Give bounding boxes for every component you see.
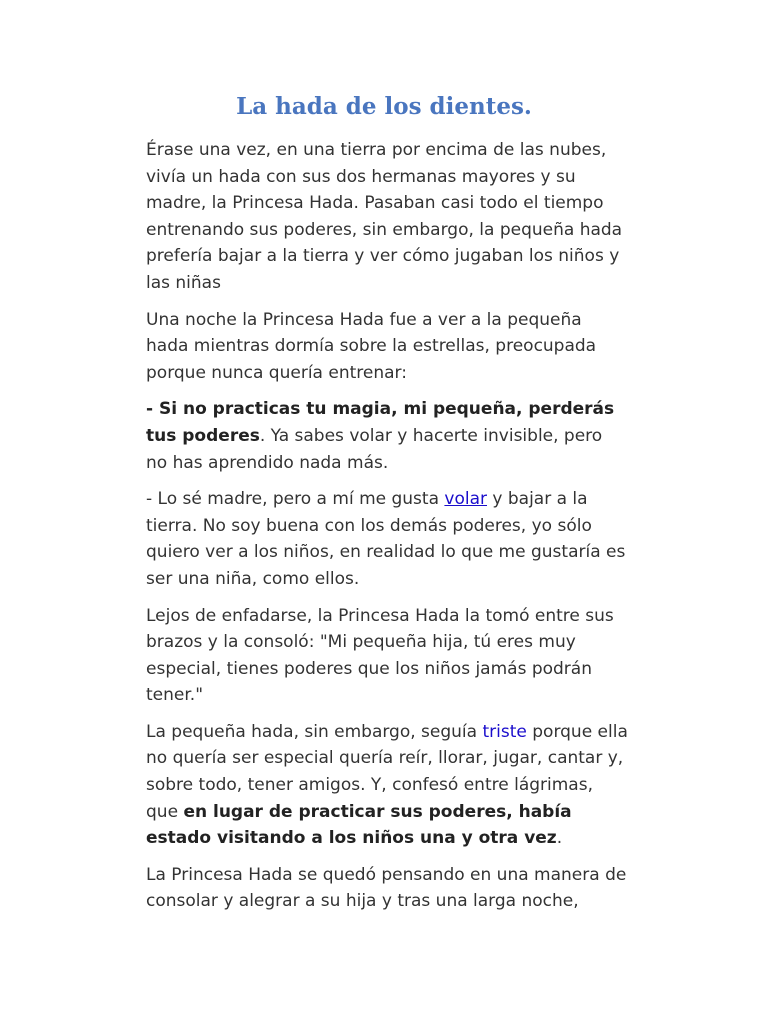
document-body bbox=[146, 137, 628, 925]
paragraph-5: Lejos de enfadarse, la Princesa Hada la tomó entre sus brazos y la consoló: "Mi pequeña hija, tú eres muy especial, tienes poderes que los niños jamás podrán tener." bbox=[146, 605, 614, 706]
paragraph-4-text-end: y bajar a la tierra. No soy buena con los demás poderes, yo sólo quiero ver a los niños, en realidad lo que me gustaría es ser una niña, como ellos. bbox=[146, 489, 626, 589]
document-title: La hada de los dientes. bbox=[236, 93, 532, 120]
paragraph-2: Una noche la Princesa Hada fue a ver a la pequeña hada mientras dormía sobre la estrellas, preocupada porque nunca quería entrenar: bbox=[146, 309, 597, 383]
paragraph-4 bbox=[146, 486, 628, 592]
paragraph-4-text-start: - Lo sé madre, pero a mí me gusta bbox=[146, 489, 445, 510]
paragraph-6-text-start: La pequeña hada, sin embargo, seguía bbox=[146, 721, 483, 742]
paragraph-7: La Princesa Hada se quedó pensando en una manera de consolar y alegrar a su hija y tras una larga noche, bbox=[146, 864, 627, 912]
paragraph-6 bbox=[146, 719, 628, 852]
paragraph-3 bbox=[146, 396, 628, 476]
bold-dialogue: - Si no practicas tu magia, mi pequeña, perderás tus poderes bbox=[146, 399, 615, 446]
paragraph-3-text: . Ya sabes volar y hacerte invisible, pero no has aprendido nada más. bbox=[146, 425, 603, 473]
paragraph-6-text-end: . bbox=[556, 828, 563, 849]
volar-link[interactable]: volar bbox=[444, 489, 487, 510]
triste-link[interactable]: triste bbox=[482, 721, 527, 742]
paragraph-6-text-middle: porque ella no quería ser especial quería reír, llorar, jugar, cantar y, sobre todo, tener amigos. Y, confesó entre lágrimas, que bbox=[146, 721, 628, 822]
bold-confession: en lugar de practicar sus poderes, había estado visitando a los niños una y otra vez bbox=[146, 801, 572, 849]
paragraph-1: Érase una vez, en una tierra por encima de las nubes, vivía un hada con sus dos hermanas mayores y su madre, la Princesa Hada. Pasaban casi todo el tiempo entrenando sus poderes, sin embargo, la pequeña hada prefería bajar a la tierra y ver cómo jugaban los niños y las niñas bbox=[146, 140, 623, 293]
